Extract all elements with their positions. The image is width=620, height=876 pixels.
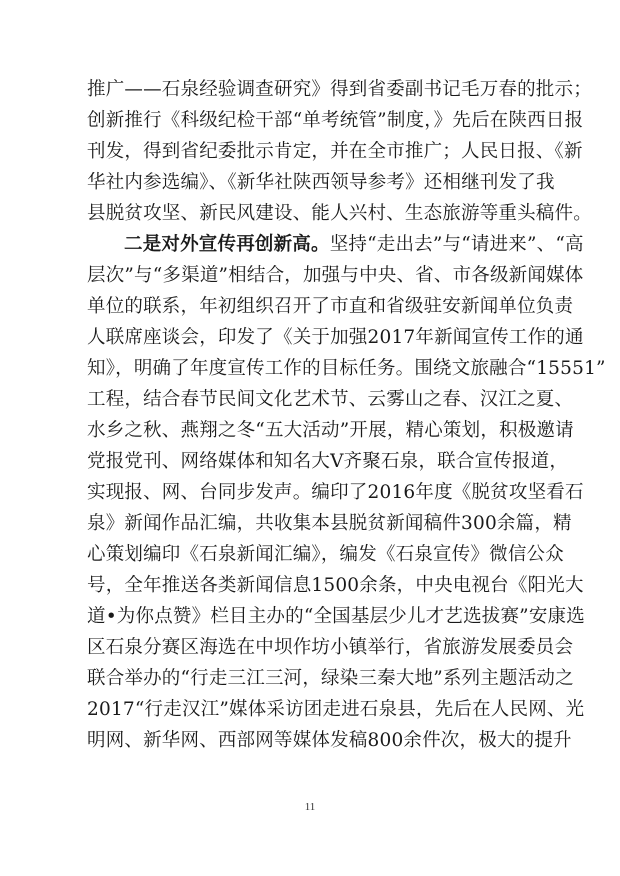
text-line: 华社内参选编》、《新华社陕西领导参考》还相继刊发了我 — [87, 172, 555, 193]
body-text — [87, 74, 606, 756]
text-line: 联合举办的“行走三江三河，绿染三秦大地”系列主题活动之 — [87, 668, 574, 689]
text-line: 区石泉分赛区海选在中坝作坊小镇举行，省旅游发展委员会 — [87, 637, 574, 658]
text-line: 号，全年推送各类新闻信息1500余条，中央电视台《阳光大 — [87, 575, 584, 596]
section-heading: 二是对外宣传再创新高。 — [124, 234, 330, 255]
text-line: 刊发，得到省纪委批示肯定，并在全市推广；人民日报、《新 — [87, 141, 583, 162]
text-line: 推广——石泉经验调查研究》得到省委副书记毛万春的批示； — [87, 79, 592, 100]
page-number: 11 — [304, 801, 316, 813]
text-line: 心策划编印《石泉新闻汇编》，编发《石泉宣传》微信公众 — [87, 544, 564, 565]
text-line: 层次”与“多渠道”相结合，加强与中央、省、市各级新闻媒体 — [87, 265, 584, 286]
text-line: 工程，结合春节民间文化艺术节、云雾山之春、汉江之夏、 — [87, 389, 574, 410]
text-line: 党报党刊、网络媒体和知名大V齐聚石泉，联合宣传报道， — [87, 451, 569, 472]
text-line: 县脱贫攻坚、新民风建设、能人兴村、生态旅游等重头稿件。 — [87, 203, 592, 224]
text-line: 单位的联系，年初组织召开了市直和省级驻安新闻单位负责 — [87, 296, 574, 317]
text-line: 创新推行《科级纪检干部“单考统管”制度，》先后在陕西日报 — [87, 110, 584, 131]
text-line: 实现报、网、台同步发声。编印了2016年度《脱贫攻坚看石 — [87, 482, 584, 503]
text-line: 泉》新闻作品汇编，共收集本县脱贫新闻稿件300余篇，精 — [87, 513, 572, 534]
text-line: 道•为你点赞》栏目主办的“全国基层少儿才艺选拔赛”安康选 — [87, 606, 585, 627]
text-line: 2017“行走汉江”媒体采访团走进石泉县，先后在人民网、光 — [87, 699, 585, 720]
paragraph-heading-line — [87, 229, 584, 260]
text-line: 水乡之秋、燕翔之冬“五大活动”开展，精心策划，积极邀请 — [87, 420, 574, 441]
text-line: 人联席座谈会，印发了《关于加强2017年新闻宣传工作的通 — [87, 327, 584, 348]
heading-line-text: 坚持“走出去”与“请进来”、“高 — [329, 234, 584, 255]
text-line: 明网、新华网、西部网等媒体发稿800余件次，极大的提升 — [87, 730, 572, 751]
text-line: 知》，明确了年度宣传工作的目标任务。围绕文旅融合“15551” — [87, 358, 606, 379]
